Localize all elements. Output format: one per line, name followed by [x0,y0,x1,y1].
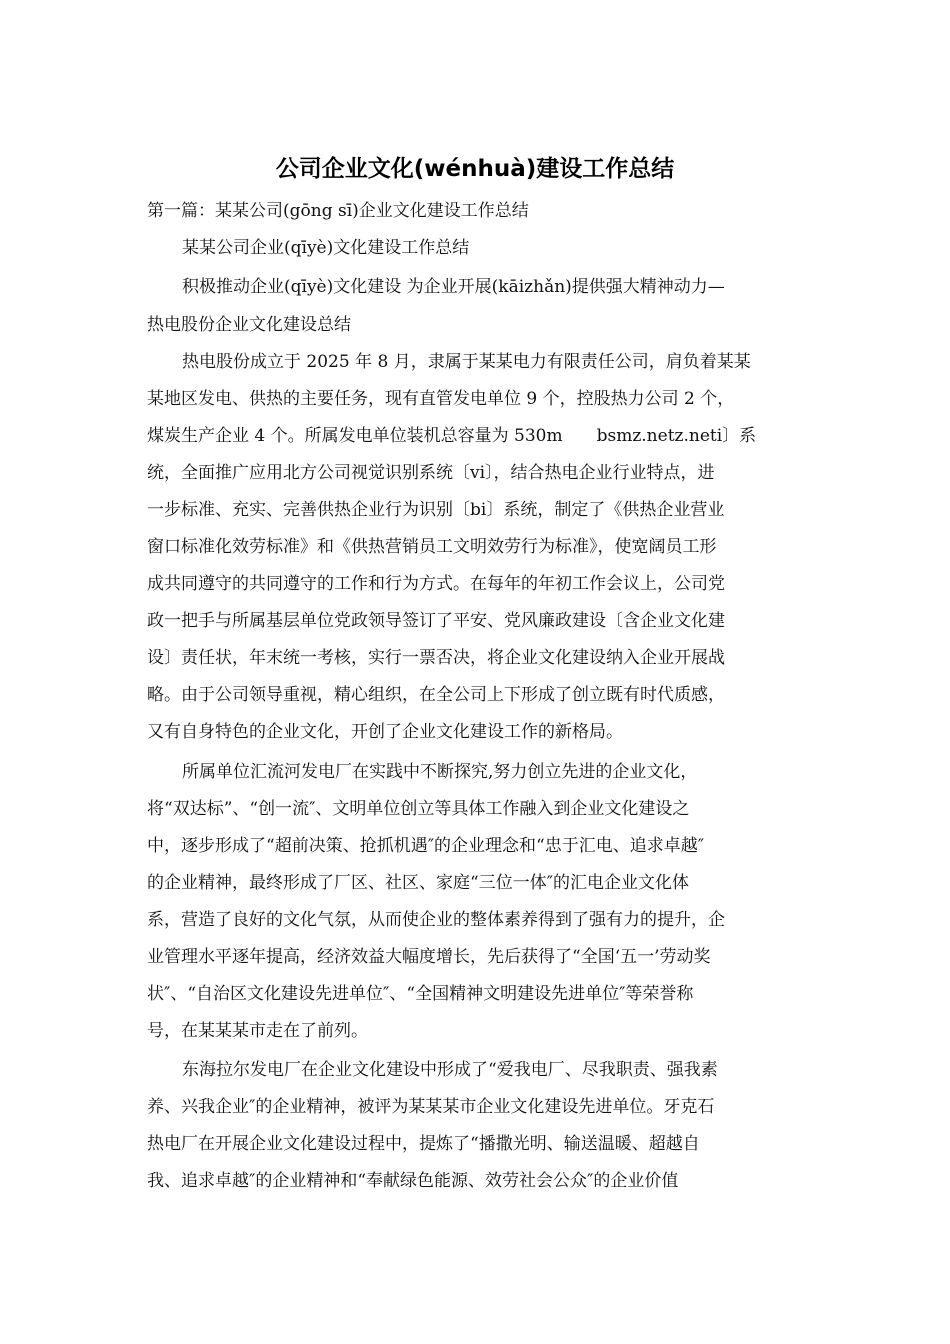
paragraph-line: 的企业精神，最终形成了厂区、社区、家庭“三位一体″的汇电企业文化体 [147,873,690,893]
paragraph-line: 窗口标准化效劳标准》和《供热营销员工文明效劳行为标准》，使宽阔员工形 [147,537,717,557]
paragraph-line: 略。由于公司领导重视，精心组织，在全公司上下形成了创立既有时代质感， [147,685,725,705]
document-title: 公司企业文化(wénhuà)建设工作总结 [275,156,675,182]
section-heading: 第一篇：某某公司(gōng sī)企业文化建设工作总结 [147,201,529,221]
paragraph-line: 状″、“自治区文化建设先进单位″、“全国精神文明建设先进单位″等荣誉称 [147,984,694,1004]
paragraph-line: 热电厂在开展企业文化建设过程中，提炼了“播撒光明、输送温暖、超越自 [147,1134,700,1154]
paragraph-line: 将“双达标”、“创一流″、文明单位创立等具体工作融入到企业文化建设之 [147,799,690,819]
paragraph-line: 系，营造了良好的文化气氛，从而使企业的整体素养得到了强有力的提升，企 [147,910,725,930]
paragraph-line: 热电股份成立于 2025 年 8 月，隶属于某某电力有限责任公司，肩负着某某 [182,352,751,372]
paragraph-line: 号，在某某某市走在了前列。 [147,1021,368,1041]
paragraph-line: 统，全面推广应用北方公司视觉识别系统〔vi〕，结合热电企业行业特点，进 [147,463,715,483]
paragraph-line: 煤炭生产企业 4 个。所属发电单位装机总容量为 530m bsmz.netz.neti〕系 [147,426,757,446]
paragraph-line: 政一把手与所属基层单位党政领导签订了平安、党风廉政建设〔含企业文化建 [147,611,725,631]
paragraph-line: 又有自身特色的企业文化，开创了企业文化建设工作的新格局。 [147,722,623,742]
paragraph-line: 中，逐步形成了“超前决策、抢抓机遇″的企业理念和“忠于汇电、追求卓越″ [147,836,705,856]
paragraph-line: 业管理水平逐年提高，经济效益大幅度增长，先后获得了“全国‘五一’劳动奖 [147,947,711,967]
paragraph-line: 一步标准、充实、完善供热企业行为识别〔bi〕系统，制定了《供热企业营业 [147,500,725,520]
subtitle-line: 某某公司企业(qīyè)文化建设工作总结 [182,238,470,258]
paragraph-line: 我、追求卓越″的企业精神和“奉献绿色能源、效劳社会公众″的企业价值 [147,1171,679,1191]
paragraph-line: 所属单位汇流河发电厂在实践中不断探究,努力创立先进的企业文化， [182,762,698,782]
subtitle-line: 热电股份企业文化建设总结 [147,315,351,335]
paragraph-line: 设〕责任状，年末统一考核，实行一票否决，将企业文化建设纳入企业开展战 [147,648,725,668]
paragraph-line: 某地区发电、供热的主要任务，现有直管发电单位 9 个，控股热力公司 2 个， [147,389,735,409]
paragraph-line: 成共同遵守的共同遵守的工作和行为方式。在每年的年初工作会议上，公司党 [147,574,725,594]
paragraph-line: 东海拉尔发电厂在企业文化建设中形成了“爱我电厂、尽我职责、强我素 [182,1060,718,1080]
subtitle-line: 积极推动企业(qīyè)文化建设 为企业开展(kāizhǎn)提供强大精神动力— [182,277,725,297]
paragraph-line: 养、兴我企业″的企业精神，被评为某某某市企业文化建设先进单位。牙克石 [147,1097,715,1117]
